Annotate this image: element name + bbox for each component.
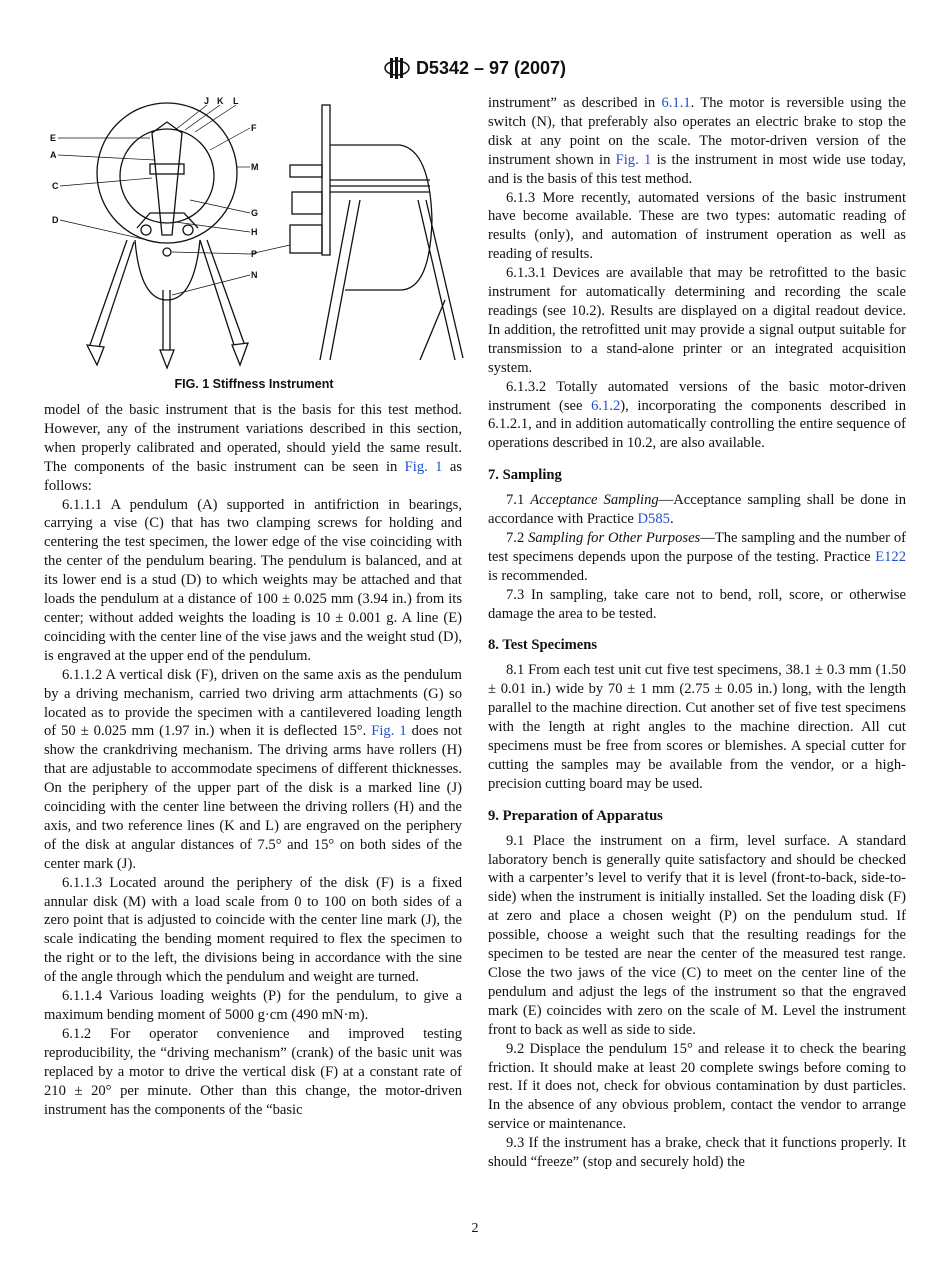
d585-link[interactable]: D585: [637, 511, 670, 528]
paragraph-6-1-1-4: 6.1.1.4 Various loading weights (P) for the pendulum, to give a maximum bending moment of 5000 g·cm (490 mN·m).: [44, 988, 462, 1023]
section-6-1-2-link[interactable]: 6.1.2: [591, 397, 621, 414]
label-g: G: [251, 208, 259, 218]
paragraph-6-1-3-2: [488, 378, 906, 454]
label-f: F: [251, 123, 257, 133]
e122-link[interactable]: E122: [875, 548, 906, 565]
text: 6.1.1.2 A vertical disk (F), driven on the same axis as the pendulum by a driving mechanism, carried two driving arm attachments (G) so located as to provide the specimen with a cantilevered loading length of 50 ± 0.025 mm (1.97 in.) when it is deflected 15°.: [44, 666, 462, 740]
paragraph-9-3: 9.3 If the instrument has a brake, check that it functions properly. It should “freeze” (stop and securely hold) the: [488, 1135, 906, 1171]
paragraph-6-1-3: 6.1.3 More recently, automated versions of the basic instrument have become available. These are two types: automatic reading of results (only), and automation of instrument operation as well as reading of results.: [488, 189, 906, 263]
paragraph-6-1-1-1: 6.1.1.1 A pendulum (A) supported in antifriction in bearings, carrying a vise (C) that has two clamping screws for holding and centering the test specimen, the lower edge of the vise coinciding with the center of the pendulum bearing. The pendulum is balanced, and at its lower end is a stud (D) to which weights may be attached and that loads the pendulum at a distance of 100 ± 0.025 mm (3.94 in.) from its center; without added weights the loading is 10 ± 0.001 g. A line (E) coinciding with the center line of the vise jaws and the weight stud (D), is engraved at the upper end of the pendulum.: [44, 496, 462, 664]
text: . The motor is reversible using the switch (N), that preferably also operates an electric brake to stop the disk at any point on the scale. The motor-driven version of the instrument shown in: [488, 95, 907, 168]
text: ), incorporating the components described in 6.1.2.1, and in addition automatically controlling the entire sequence of operations described in 10.2, are also available.: [488, 397, 906, 452]
text: —Acceptance sampling shall be done in accordance with Practice: [488, 492, 906, 528]
paragraph-8-1: 8.1 From each test unit cut five test specimens, 38.1 ± 0.3 mm (1.50 ± 0.01 in.) wide by 70 ± 1 mm (2.75 ± 0.05 in.) long, with the length parallel to the machine direction. Cut another set of five test specimens with the length at right angles to the machine direction. All cut specimens must be free from scores or blemishes. A special cutter for cutting the samples may be available from the vendor, or a high-precision cutting board may be used.: [488, 662, 906, 792]
figure-stiffness-instrument: [40, 85, 480, 385]
section-6-1-1-link[interactable]: 6.1.1: [661, 95, 691, 111]
label-d: D: [52, 215, 59, 225]
label-e: E: [50, 133, 57, 143]
paragraph-7-1: [488, 491, 906, 529]
text: instrument” as described in: [488, 95, 662, 111]
astm-logo-icon: [384, 56, 410, 80]
right-column: [488, 94, 906, 1172]
text: is recommended.: [488, 567, 588, 584]
term: Acceptance Sampling: [530, 492, 659, 509]
label-h: H: [251, 227, 258, 237]
fig1-link[interactable]: Fig. 1: [404, 458, 443, 475]
label-p: P: [251, 249, 258, 259]
text: .: [669, 511, 674, 528]
paragraph-6-1-1-2: [44, 666, 462, 874]
paragraph-7-2: [488, 529, 906, 586]
left-column: [44, 401, 462, 1119]
label-n: N: [251, 270, 258, 280]
text: 7.1: [506, 492, 531, 509]
fig1-link[interactable]: Fig. 1: [371, 723, 407, 740]
heading-test-specimens: 8. Test Specimens: [488, 637, 598, 654]
text: as follows:: [44, 458, 463, 494]
label-a: A: [50, 150, 57, 160]
heading-preparation-of-apparatus: 9. Preparation of Apparatus: [488, 807, 663, 824]
designation: D5342 – 97 (2007): [415, 58, 567, 78]
figure-caption: FIG. 1 Stiffness Instrument: [174, 377, 334, 391]
page-number: 2: [471, 1221, 479, 1236]
paragraph-6-1-2: 6.1.2 For operator convenience and improved testing reproducibility, the “driving mechanism” (crank) of the basic unit was replaced by a motor to drive the vertical disk (F) at a constant rate of 210 ± 20° per minute. Other than this change, the motor-driven instrument has the components of the “basic: [44, 1025, 462, 1118]
text: is the instrument in most wide use today, and is the basis of this test method.: [488, 151, 906, 187]
text: —The sampling and the number of test specimens depends upon the purpose of the testing. Practice: [488, 529, 907, 565]
heading-sampling: 7. Sampling: [488, 467, 562, 484]
text: 7.2: [506, 529, 529, 546]
text: does not show the crankdriving mechanism. The driving arms have rollers (H) that are adjustable to accommodate specimens of different thicknesses. On the periphery of the upper part of the disk is a marked line (J) coinciding with the center line between the driving rollers (H) and the axis, and two reference lines (K and L) are engraved on the periphery of the disk at angular distances of 7.5° and 15° on both sides of the center mark (J).: [44, 723, 463, 872]
paragraph-9-1: 9.1 Place the instrument on a firm, level surface. A standard laboratory bench is generally quite satisfactory and should be checked with a carpenter’s level to verify that it is level (front-to-back, side-to-side) when the instrument is initially installed. Set the loading disk (F) at zero and place a chosen weight (P) on the pendulum stud. If possible, choose a weight such that the resulting readings for the specimen to be tested are near the center of the measured test range. Close the two jaws of the vice (C) to meet on the center line of the pendulum and adjust the legs of the instrument so that the engraved mark (E) coincides with zero on the scale of M. Level the instrument front to back as well as side to side.: [488, 832, 906, 1038]
paragraph-6-1-1-3: 6.1.1.3 Located around the periphery of the disk (F) is a fixed annular disk (M) with a load scale from 0 to 100 on both sides of a zero point that is adjusted to coincide with the center line mark (J), the scale indicating the bending moment required to flex the specimen to the right or to the left, the divisions being in accordance with the sine of the angle through which the pendulum and weight are turned.: [44, 874, 462, 986]
label-m: M: [251, 162, 259, 172]
paragraph-7-3: 7.3 In sampling, take care not to bend, roll, score, or otherwise damage the area to be tested.: [488, 586, 906, 622]
text: 6.1.3.2 Totally automated versions of the basic motor-driven instrument (see: [488, 378, 906, 414]
fig1-link[interactable]: Fig. 1: [615, 151, 652, 168]
paragraph-6-1-3-1: 6.1.3.1 Devices are available that may be retrofitted to the basic instrument for automatically determining and recording the scale readings (see 10.2). Results are displayed on a digital readout device. In addition, the retrofitted unit may provide a signal output suitable for transmission to a stand-alone printer or an integrated acquisition system.: [488, 265, 906, 376]
label-l: L: [233, 96, 239, 106]
label-c: C: [52, 181, 59, 191]
paragraph-9-2: 9.2 Displace the pendulum 15° and release it to check the bearing friction. It should make at least 20 complete swings before coming to rest. If it does not, check for obvious contamination by dust particles. In the absence of any obvious problem, contact the vendor to arrange service or maintenance.: [488, 1040, 906, 1133]
paragraph: [44, 401, 462, 496]
term: Sampling for Other Purposes: [528, 529, 701, 546]
text: model of the basic instrument that is the basis for this test method. However, any of the instrument variations described in this section, when properly calibrated and operated, should yield the same result. The components of the basic instrument can be seen in: [44, 402, 462, 475]
label-j: J: [204, 96, 210, 106]
page-header: [0, 56, 950, 80]
label-k: K: [217, 96, 224, 106]
paragraph: [488, 94, 906, 189]
